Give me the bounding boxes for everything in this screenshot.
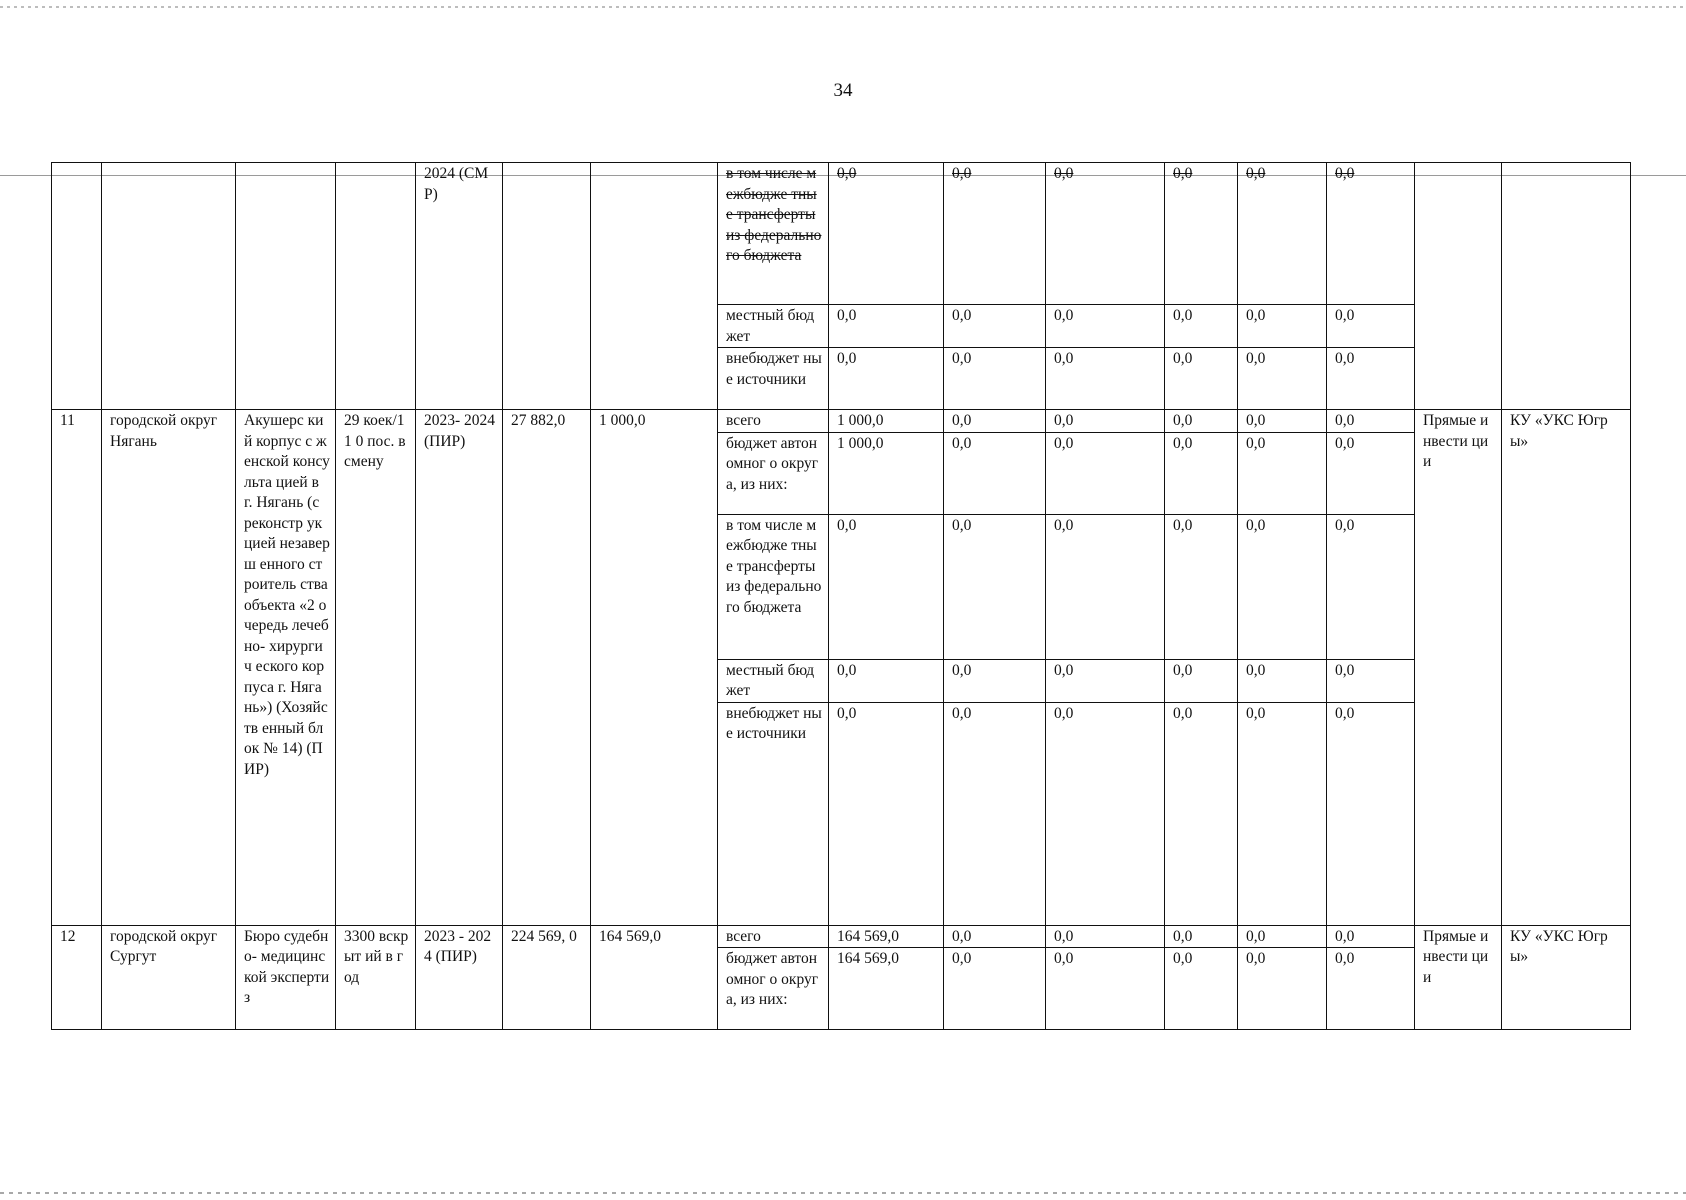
cell-value: 0,0 <box>829 305 944 348</box>
cell-value: 0,0 <box>1165 432 1238 514</box>
cell-value: 0,0 <box>1238 702 1327 925</box>
cell-value: 0,0 <box>1327 659 1415 702</box>
cell-investment-form <box>1415 163 1502 410</box>
cell-period: 2024 (СМР) <box>416 163 503 410</box>
cell-value: 0,0 <box>944 702 1046 925</box>
cell-value: 0,0 <box>1046 305 1165 348</box>
cell-value: 0,0 <box>1046 432 1165 514</box>
cell-value: 0,0 <box>1046 659 1165 702</box>
cell-value: 0,0 <box>829 163 944 305</box>
page-number: 34 <box>833 80 853 101</box>
cell-value: 0,0 <box>1165 163 1238 305</box>
cell-value: 0,0 <box>829 514 944 659</box>
cell-source-label: всего <box>718 410 829 433</box>
cell-value: 0,0 <box>944 514 1046 659</box>
cell-source-label: бюджет автономног о округа, из них: <box>718 948 829 1030</box>
cell-value: 0,0 <box>1238 432 1327 514</box>
cell-value: 0,0 <box>1165 702 1238 925</box>
cell-value: 164 569,0 <box>829 925 944 948</box>
cell-object: Акушерс кий корпус с женской консульта цией в г. Нягань (с реконстр укцией незаверш енного строитель ства объекта «2 очередь лечебно- хирургич еского корпуса г. Нягань») (Хозяйств енный блок № 14) (ПИР) <box>236 410 336 926</box>
scan-edge-top <box>0 6 1686 8</box>
cell-value: 0,0 <box>1046 410 1165 433</box>
cell-source-label: местный бюджет <box>718 659 829 702</box>
cell-value: 0,0 <box>1165 948 1238 1030</box>
cell-value: 0,0 <box>1238 659 1327 702</box>
cell-source-label: бюджет автономног о округа, из них: <box>718 432 829 514</box>
cell-customer: КУ «УКС Югры» <box>1502 925 1631 1030</box>
cell-source-label: внебюджет ные источники <box>718 348 829 410</box>
cell-remaining: 164 569,0 <box>591 925 718 1030</box>
cell-value: 0,0 <box>944 925 1046 948</box>
cell-value: 0,0 <box>829 659 944 702</box>
cell-period: 2023- 2024 (ПИР) <box>416 410 503 926</box>
cell-value: 0,0 <box>1327 948 1415 1030</box>
cell-source-label: местный бюджет <box>718 305 829 348</box>
cell-value: 0,0 <box>944 948 1046 1030</box>
cell-value: 0,0 <box>1165 348 1238 410</box>
cell-source-label: в том числе межбюдже тные трансферты из федерально го бюджета <box>718 163 829 305</box>
cell-value: 0,0 <box>1238 514 1327 659</box>
scan-edge-bottom <box>0 1192 1686 1194</box>
cell-investment-form: Прямые инвести ции <box>1415 925 1502 1030</box>
cell-value: 1 000,0 <box>829 410 944 433</box>
cell-value: 0,0 <box>1327 348 1415 410</box>
cell-capacity: 3300 вскрыт ий в год <box>336 925 416 1030</box>
cell-customer <box>1502 163 1631 410</box>
cell-value: 0,0 <box>1238 948 1327 1030</box>
cell-capacity: 29 коек/11 0 пос. в смену <box>336 410 416 926</box>
cell-value: 0,0 <box>944 432 1046 514</box>
cell-source-label: в том числе межбюдже тные трансферты из федерально го бюджета <box>718 514 829 659</box>
cell-cost: 224 569, 0 <box>503 925 591 1030</box>
table-row <box>52 925 1631 948</box>
cell-value: 0,0 <box>1046 702 1165 925</box>
cell-object <box>236 163 336 410</box>
cell-value: 0,0 <box>1046 163 1165 305</box>
cell-value: 0,0 <box>1327 514 1415 659</box>
cell-value: 0,0 <box>1046 348 1165 410</box>
cell-cost <box>503 163 591 410</box>
cell-capacity <box>336 163 416 410</box>
cell-value: 0,0 <box>944 659 1046 702</box>
cell-value: 0,0 <box>944 348 1046 410</box>
cell-num: 11 <box>52 410 102 926</box>
cell-investment-form: Прямые инвести ции <box>1415 410 1502 926</box>
cell-source-label: всего <box>718 925 829 948</box>
table-row <box>52 163 1631 305</box>
cell-value: 0,0 <box>829 702 944 925</box>
cell-value: 0,0 <box>1165 410 1238 433</box>
cell-value: 0,0 <box>944 163 1046 305</box>
cell-value: 0,0 <box>1327 432 1415 514</box>
cell-value: 0,0 <box>1327 410 1415 433</box>
cell-customer: КУ «УКС Югры» <box>1502 410 1631 926</box>
cell-value: 0,0 <box>1238 410 1327 433</box>
cell-value: 0,0 <box>829 348 944 410</box>
cell-num <box>52 163 102 410</box>
cell-remaining <box>591 163 718 410</box>
cell-value: 0,0 <box>1046 514 1165 659</box>
cell-value: 0,0 <box>1165 305 1238 348</box>
cell-value: 0,0 <box>1327 925 1415 948</box>
cell-value: 0,0 <box>1238 305 1327 348</box>
cell-value: 0,0 <box>1238 348 1327 410</box>
cell-value: 0,0 <box>1238 163 1327 305</box>
cell-value: 0,0 <box>1046 948 1165 1030</box>
cell-value: 0,0 <box>1327 305 1415 348</box>
cell-value: 0,0 <box>944 305 1046 348</box>
cell-value: 0,0 <box>1327 163 1415 305</box>
cell-cost: 27 882,0 <box>503 410 591 926</box>
cell-value: 0,0 <box>1046 925 1165 948</box>
cell-num: 12 <box>52 925 102 1030</box>
budget-table <box>51 162 1631 1030</box>
cell-value: 0,0 <box>1165 659 1238 702</box>
cell-remaining: 1 000,0 <box>591 410 718 926</box>
cell-value: 0,0 <box>944 410 1046 433</box>
cell-district <box>102 163 236 410</box>
cell-object: Бюро судебно- медицинс кой экспертиз <box>236 925 336 1030</box>
cell-value: 0,0 <box>1327 702 1415 925</box>
cell-value: 0,0 <box>1165 925 1238 948</box>
cell-district: городской округ Сургут <box>102 925 236 1030</box>
table-row <box>52 410 1631 433</box>
cell-source-label: внебюджет ные источники <box>718 702 829 925</box>
cell-value: 0,0 <box>1165 514 1238 659</box>
cell-value: 0,0 <box>1238 925 1327 948</box>
cell-value: 164 569,0 <box>829 948 944 1030</box>
cell-value: 1 000,0 <box>829 432 944 514</box>
cell-period: 2023 - 2024 (ПИР) <box>416 925 503 1030</box>
cell-district: городской округ Нягань <box>102 410 236 926</box>
